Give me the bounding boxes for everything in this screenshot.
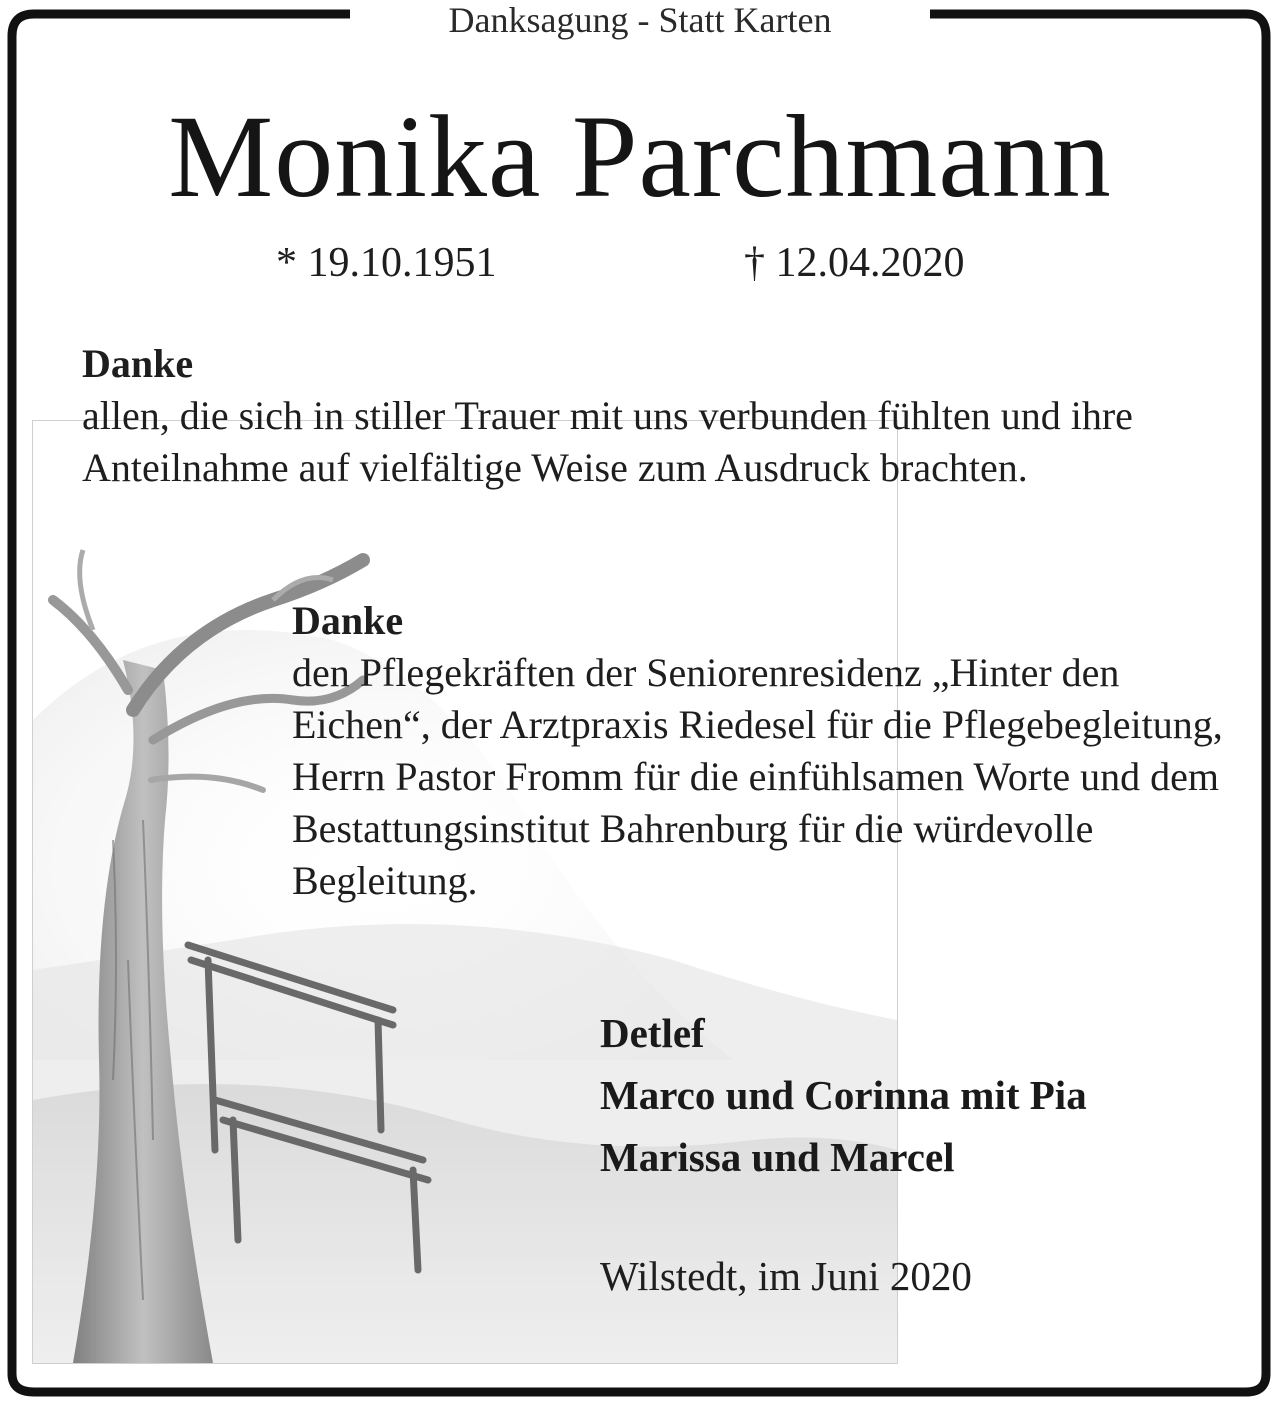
place-and-date: Wilstedt, im Juni 2020	[600, 1253, 972, 1299]
signer: Marco und Corinna mit Pia	[600, 1072, 1087, 1118]
thanks-general-heading: Danke	[82, 341, 194, 386]
signers-list	[600, 1002, 1087, 1188]
death-date: † 12.04.2020	[744, 240, 965, 286]
deceased-name: Monika Parchmann	[168, 91, 1112, 222]
thanks-care-text: den Pflegekräften der Seniorenresidenz „Hinter den Eichen“, der Arztpraxis Riedesel für die Pflegebegleitung, Herrn Pastor Fromm für die einfühlsamen Worte und dem Bestattungsinstitut Bahrenburg für die würdevolle Begleitung.	[292, 650, 1223, 903]
thanks-general	[82, 338, 1202, 494]
thanks-care	[292, 595, 1252, 907]
signer: Marissa und Marcel	[600, 1134, 955, 1180]
thanks-care-heading: Danke	[292, 598, 404, 643]
signer: Detlef	[600, 1010, 705, 1056]
thanks-general-text: allen, die sich in stiller Trauer mit uns verbunden fühlten und ihre Anteilnahme auf vielfältige Weise zum Ausdruck brachten.	[82, 393, 1133, 490]
birth-date: * 19.10.1951	[276, 240, 497, 286]
header-label: Danksagung - Statt Karten	[448, 0, 832, 40]
